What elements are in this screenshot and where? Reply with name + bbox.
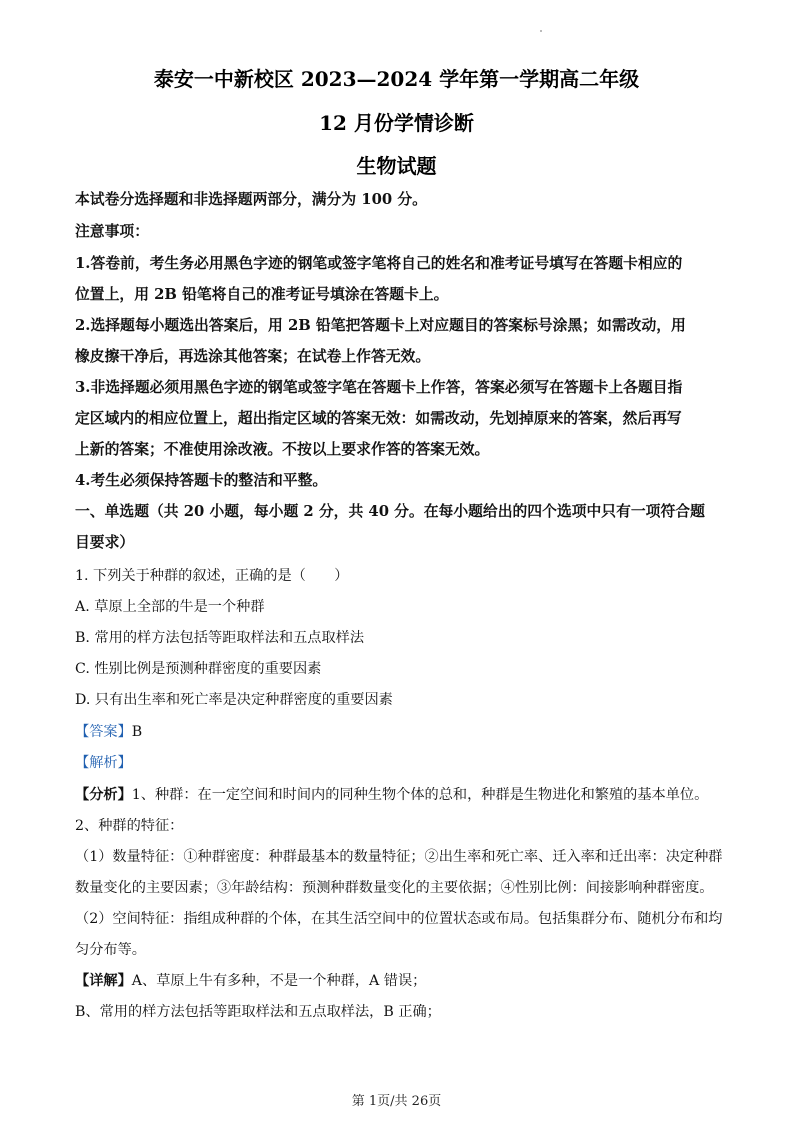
fenxi-tag: 【分析】 bbox=[75, 787, 132, 803]
notice-item-3: 3.非选择题必须用黑色字迹的钢笔或签字笔在答题卡上作答，答案必须写在答题卡上各题目指 bbox=[75, 379, 683, 396]
exam-title: 泰安一中新校区 2023—2024 学年第一学期高二年级 bbox=[153, 67, 640, 91]
answer-value: B bbox=[131, 724, 143, 740]
notice-item-2-cont: 橡皮擦干净后，再选涂其他答案；在试卷上作答无效。 bbox=[75, 348, 431, 365]
xiangjie-tag: 【详解】 bbox=[75, 973, 132, 989]
xiangjie-text: A、草原上牛有多种，不是一个种群，A 错误； bbox=[131, 973, 427, 989]
option-a: A. 草原上全部的牛是一个种群 bbox=[75, 599, 265, 615]
analysis-para-4-cont: 匀分布等。 bbox=[75, 942, 146, 958]
intro-text: 本试卷分选择题和非选择题两部分，满分为 100 分。 bbox=[75, 191, 427, 208]
notice-item-2: 2.选择题每小题选出答案后，用 2B 铅笔把答题卡上对应题目的答案标号涂黑；如需改动，用 bbox=[75, 317, 686, 334]
option-b: B. 常用的样方法包括等距取样法和五点取样法 bbox=[75, 630, 365, 646]
option-c: C. 性别比例是预测种群密度的重要因素 bbox=[75, 661, 322, 677]
analysis-para-6: B、常用的样方法包括等距取样法和五点取样法，B 正确； bbox=[75, 1004, 441, 1020]
exam-subtitle: 12 月份学情诊断 bbox=[319, 111, 474, 135]
xiangjie-line bbox=[75, 971, 735, 991]
notice-item-4: 4.考生必须保持答题卡的整洁和平整。 bbox=[75, 472, 328, 489]
analysis-para-3-cont: 数量变化的主要因素；③年龄结构：预测种群数量变化的主要依据；④性别比例：间接影响种群密度。 bbox=[75, 880, 714, 896]
analysis-para-4: （2）空间特征：指组成种群的个体，在其生活空间中的位置状态或布局。包括集群分布、随机分布和均 bbox=[75, 911, 723, 927]
analysis-line bbox=[75, 753, 735, 773]
fenxi-line bbox=[75, 785, 735, 805]
notice-item-1: 1.答卷前，考生务必用黑色字迹的钢笔或签字笔将自己的姓名和准考证号填写在答题卡相应的 bbox=[75, 255, 683, 272]
section-heading-cont: 目要求） bbox=[75, 534, 135, 551]
analysis-tag: 【解析】 bbox=[75, 755, 132, 771]
analysis-para-2: 2、种群的特征： bbox=[75, 818, 184, 834]
notice-item-1-cont: 位置上，用 2B 铅笔将自己的准考证号填涂在答题卡上。 bbox=[75, 286, 449, 303]
page-number: 第 1页/共 26页 bbox=[351, 1094, 442, 1109]
question-stem: 1. 下列关于种群的叙述，正确的是（ ） bbox=[75, 568, 349, 584]
answer-tag: 【答案】 bbox=[75, 724, 132, 740]
scan-dot bbox=[540, 30, 542, 32]
fenxi-text: 1、种群：在一定空间和时间内的同种生物个体的总和，种群是生物进化和繁殖的基本单位。 bbox=[131, 787, 709, 803]
answer-line bbox=[75, 722, 735, 742]
subject-title: 生物试题 bbox=[356, 154, 437, 178]
analysis-para-3: （1）数量特征：①种群密度：种群最基本的数量特征；②出生率和死亡率、迁入率和迁出率：决定种群 bbox=[75, 849, 723, 865]
notice-item-3-cont: 定区域内的相应位置上，超出指定区域的答案无效：如需改动，先划掉原来的答案，然后再写 bbox=[75, 410, 682, 427]
option-d: D. 只有出生率和死亡率是决定种群密度的重要因素 bbox=[75, 692, 393, 708]
notice-heading: 注意事项： bbox=[75, 223, 149, 240]
notice-item-3-cont2: 上新的答案；不准使用涂改液。不按以上要求作答的答案无效。 bbox=[75, 441, 490, 458]
section-heading: 一、单选题（共 20 小题，每小题 2 分，共 40 分。在每小题给出的四个选项中只有一项符合题 bbox=[75, 503, 705, 520]
